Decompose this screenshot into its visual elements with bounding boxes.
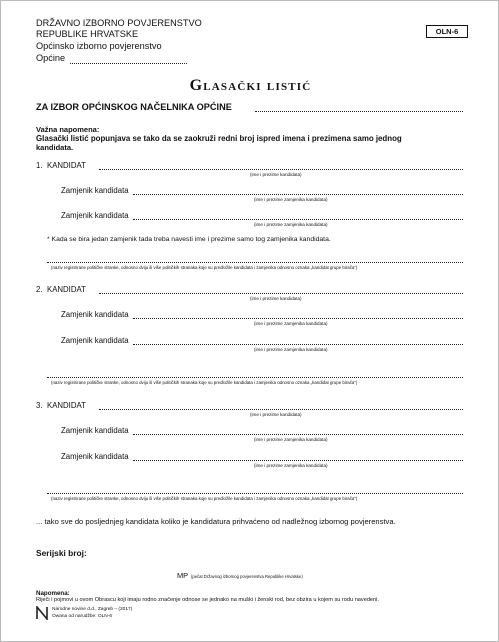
candidate-3-party-caption: (naziv registrirane političke stranke, odnosno dviju ili više političkih stranaka koje su predložile kandidata i zamjenika odnosno oznaka „kandidat grupe birača")	[51, 496, 358, 501]
notice-text-line2: kandidata.	[36, 143, 74, 152]
candidate-2-deputy1-caption: (ime i prezime zamjenika kandidata)	[254, 321, 328, 326]
candidate-2-deputy2-line[interactable]	[133, 344, 463, 345]
candidate-2-label: KANDIDAT	[47, 285, 86, 294]
candidate-3-deputy2-line[interactable]	[133, 460, 463, 461]
candidate-1-deputy2-line[interactable]	[133, 219, 463, 220]
candidate-3-label: KANDIDAT	[47, 401, 86, 410]
deputy-note: * Kada se bira jedan zamjenik tada treba navesti ime i prezime samo tog zamjenika kandidata.	[47, 236, 331, 243]
mp-label: MP	[177, 571, 189, 580]
candidate-2-deputy1-label: Zamjenik kandidata	[61, 310, 129, 319]
notice-text-line1: Glasački listić popunjava se tako da se zaokruži redni broj ispred imena i prezimena samo jednog	[36, 134, 402, 143]
header-municipality-label: Općine	[36, 53, 66, 63]
candidate-3-deputy2-label: Zamjenik kandidata	[61, 452, 129, 461]
candidate-1-deputy1-label: Zamjenik kandidata	[61, 186, 129, 195]
header-org: DRŽAVNO IZBORNO POVJERENSTVO	[36, 18, 202, 28]
candidate-3-number: 3.	[36, 401, 43, 410]
publisher-logo-icon	[36, 606, 48, 620]
serial-label: Serijski broj:	[36, 548, 87, 558]
candidate-1-deputy1-line[interactable]	[133, 194, 463, 195]
candidate-3-deputy2-caption: (ime i prezime zamjenika kandidata)	[254, 463, 328, 468]
election-line-fill	[255, 111, 463, 112]
candidate-1-caption: (ime i prezime kandidata)	[250, 172, 302, 177]
candidate-2-number: 2.	[36, 285, 43, 294]
candidate-2-party-caption: (naziv registrirane političke stranke, odnosno dviju ili više političkih stranaka koje su predložile kandidata i zamjenika odnosno oznaka „kandidat grupe birača")	[51, 380, 358, 385]
candidate-2-line[interactable]	[99, 293, 463, 294]
election-line-label: ZA IZBOR OPĆINSKOG NAČELNIKA OPĆINE	[36, 102, 232, 112]
candidate-2-deputy2-label: Zamjenik kandidata	[61, 336, 129, 345]
footer-napomena-text: Riječi i pojmovi u ovom Obrascu koji imaju rodno značenje odnose se jednako na muški i ženski rod, bez obzira u kojem su rodu navedeni.	[36, 597, 379, 603]
candidate-1-deputy1-caption: (ime i prezime zamjenika kandidata)	[254, 197, 328, 202]
page-title: Glasački listić	[189, 77, 312, 94]
candidate-1-number: 1.	[36, 161, 43, 170]
candidate-1-label: KANDIDAT	[47, 161, 86, 170]
candidate-3-party-line[interactable]	[47, 493, 463, 494]
header-country: REPUBLIKE HRVATSKE	[36, 29, 139, 39]
candidate-2-deputy1-line[interactable]	[133, 318, 463, 319]
candidate-3-caption: (ime i prezime kandidata)	[250, 412, 302, 417]
candidate-2-caption: (ime i prezime kandidata)	[250, 296, 302, 301]
footer-napomena-heading: Napomena:	[36, 590, 70, 597]
candidate-3-deputy1-caption: (ime i prezime zamjenika kandidata)	[254, 437, 328, 442]
candidate-1-deputy2-label: Zamjenik kandidata	[61, 211, 129, 220]
municipality-line	[70, 63, 187, 64]
candidate-1-deputy2-caption: (ime i prezime zamjenika kandidata)	[254, 222, 328, 227]
footer-publisher-line1: Narodne novine d.d., Zagreb – (2017)	[52, 607, 133, 612]
candidate-2-deputy2-caption: (ime i prezime zamjenika kandidata)	[254, 347, 328, 352]
closing-note: ... tako sve do posljednjeg kandidata koliko je kandidatura prihvaćeno od nadležnog izbornog povjerenstva.	[36, 517, 396, 526]
mp-caption: (pečat Državnog izbornog povjerenstva Republike Hrvatske)	[191, 574, 303, 579]
notice-heading: Važna napomena:	[36, 125, 100, 134]
candidate-3-deputy1-label: Zamjenik kandidata	[61, 426, 129, 435]
candidate-1-line[interactable]	[99, 169, 463, 170]
candidate-1-party-caption: (naziv registrirane političke stranke, odnosno dviju ili više političkih stranaka koje su predložile kandidata i zamjenika odnosno oznaka „kandidat grupe birača")	[51, 265, 358, 270]
header-commission: Općinsko izborno povjerenstvo	[36, 41, 162, 51]
candidate-1-party-line[interactable]	[47, 262, 463, 263]
candidate-3-line[interactable]	[99, 409, 463, 410]
footer-publisher-line2: Owana od narudžbe: OLN-6	[52, 614, 112, 619]
form-code-box: OLN-6	[426, 25, 468, 38]
candidate-3-deputy1-line[interactable]	[133, 434, 463, 435]
candidate-2-party-line[interactable]	[47, 377, 463, 378]
